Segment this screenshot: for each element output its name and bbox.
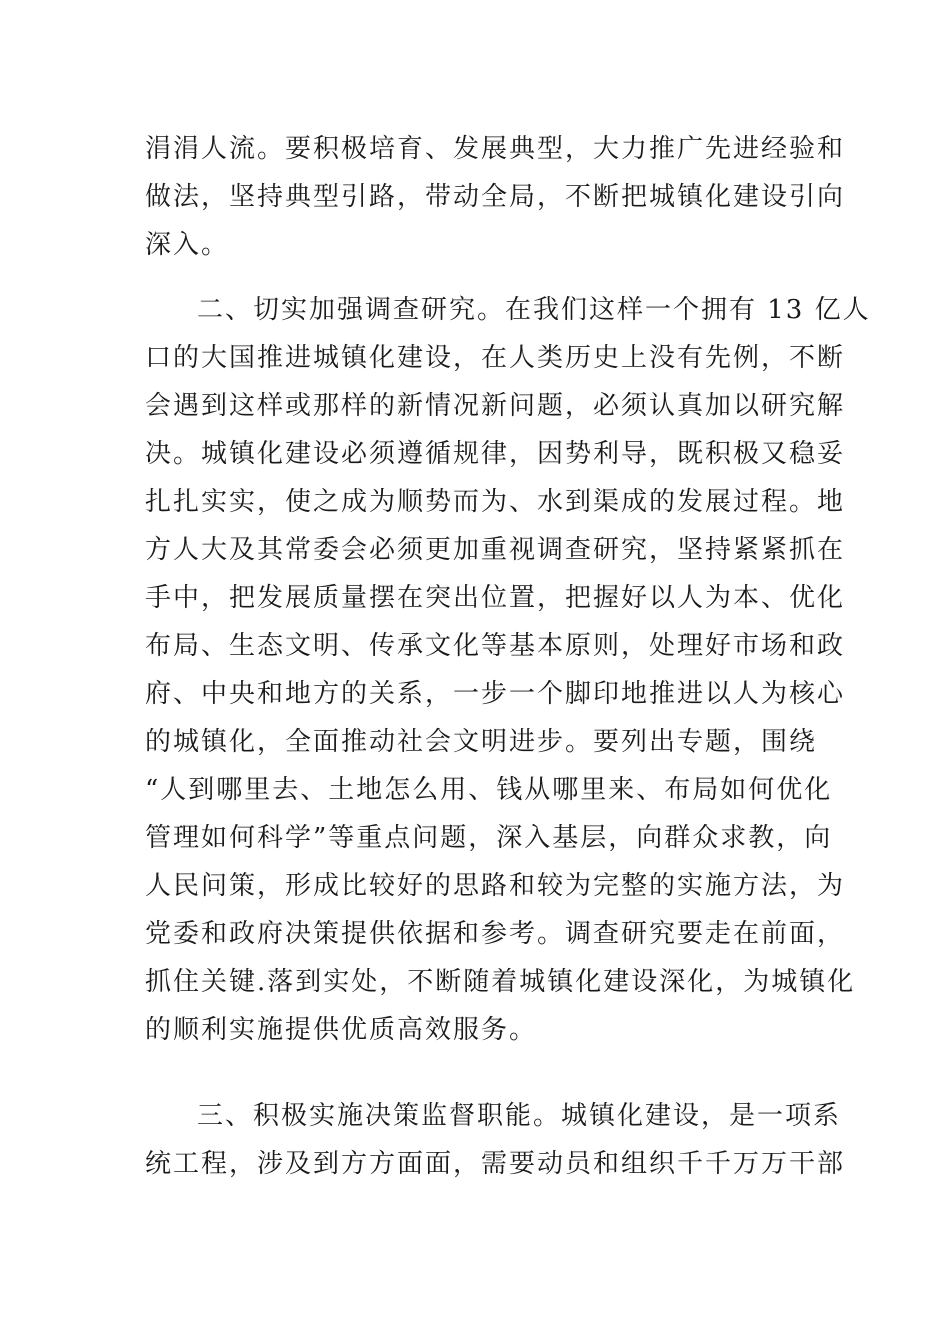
text-line: 口的大国推进城镇化建设，在人类历史上没有先例，不断 — [145, 343, 846, 373]
text-line: 抓住关键.落到实处，不断随着城镇化建设深化，为城镇化 — [145, 967, 856, 997]
text-line: 的城镇化，全面推动社会文明进步。要列出专题，围绕 — [145, 727, 818, 757]
text-line: 深入。 — [145, 230, 230, 260]
text-line: 扎扎实实，使之成为顺势而为、水到渠成的发展过程。地 — [145, 487, 846, 517]
text-line: 人民问策，形成比较好的思路和较为完整的实施方法，为 — [145, 871, 846, 901]
text-line: 二、切实加强调查研究。在我们这样一个拥有 13 亿人 — [197, 295, 871, 325]
text-line: 统工程，涉及到方方面面，需要动员和组织千千万万干部 — [145, 1149, 846, 1179]
text-line: “人到哪里去、土地怎么用、钱从哪里来、布局如何优化 — [145, 775, 833, 805]
text-line: 做法，坚持典型引路，带动全局，不断把城镇化建设引向 — [145, 182, 846, 212]
text-line: 三、积极实施决策监督职能。城镇化建设，是一项系 — [197, 1101, 842, 1131]
text-line: 方人大及其常委会必须更加重视调查研究，坚持紧紧抓在 — [145, 535, 846, 565]
text-line: 府、中央和地方的关系，一步一个脚印地推进以人为核心 — [145, 679, 846, 709]
paragraph-three — [145, 1092, 846, 1188]
text-line: 管理如何科学”等重点问题，深入基层，向群众求教，向 — [145, 823, 833, 853]
text-line: 的顺利实施提供优质高效服务。 — [145, 1015, 538, 1045]
text-line: 布局、生态文明、传承文化等基本原则，处理好市场和政 — [145, 631, 846, 661]
paragraph-two — [145, 286, 871, 1054]
text-line: 会遇到这样或那样的新情况新问题，必须认真加以研究解 — [145, 391, 846, 421]
text-line: 决。城镇化建设必须遵循规律，因势利导，既积极又稳妥 — [145, 439, 846, 469]
text-line: 党委和政府决策提供依据和参考。调查研究要走在前面， — [145, 919, 846, 949]
text-line: 手中，把发展质量摆在突出位置，把握好以人为本、优化 — [145, 583, 846, 613]
text-line: 涓涓人流。要积极培育、发展典型，大力推广先进经验和 — [145, 134, 846, 164]
paragraph-continued — [145, 125, 846, 269]
